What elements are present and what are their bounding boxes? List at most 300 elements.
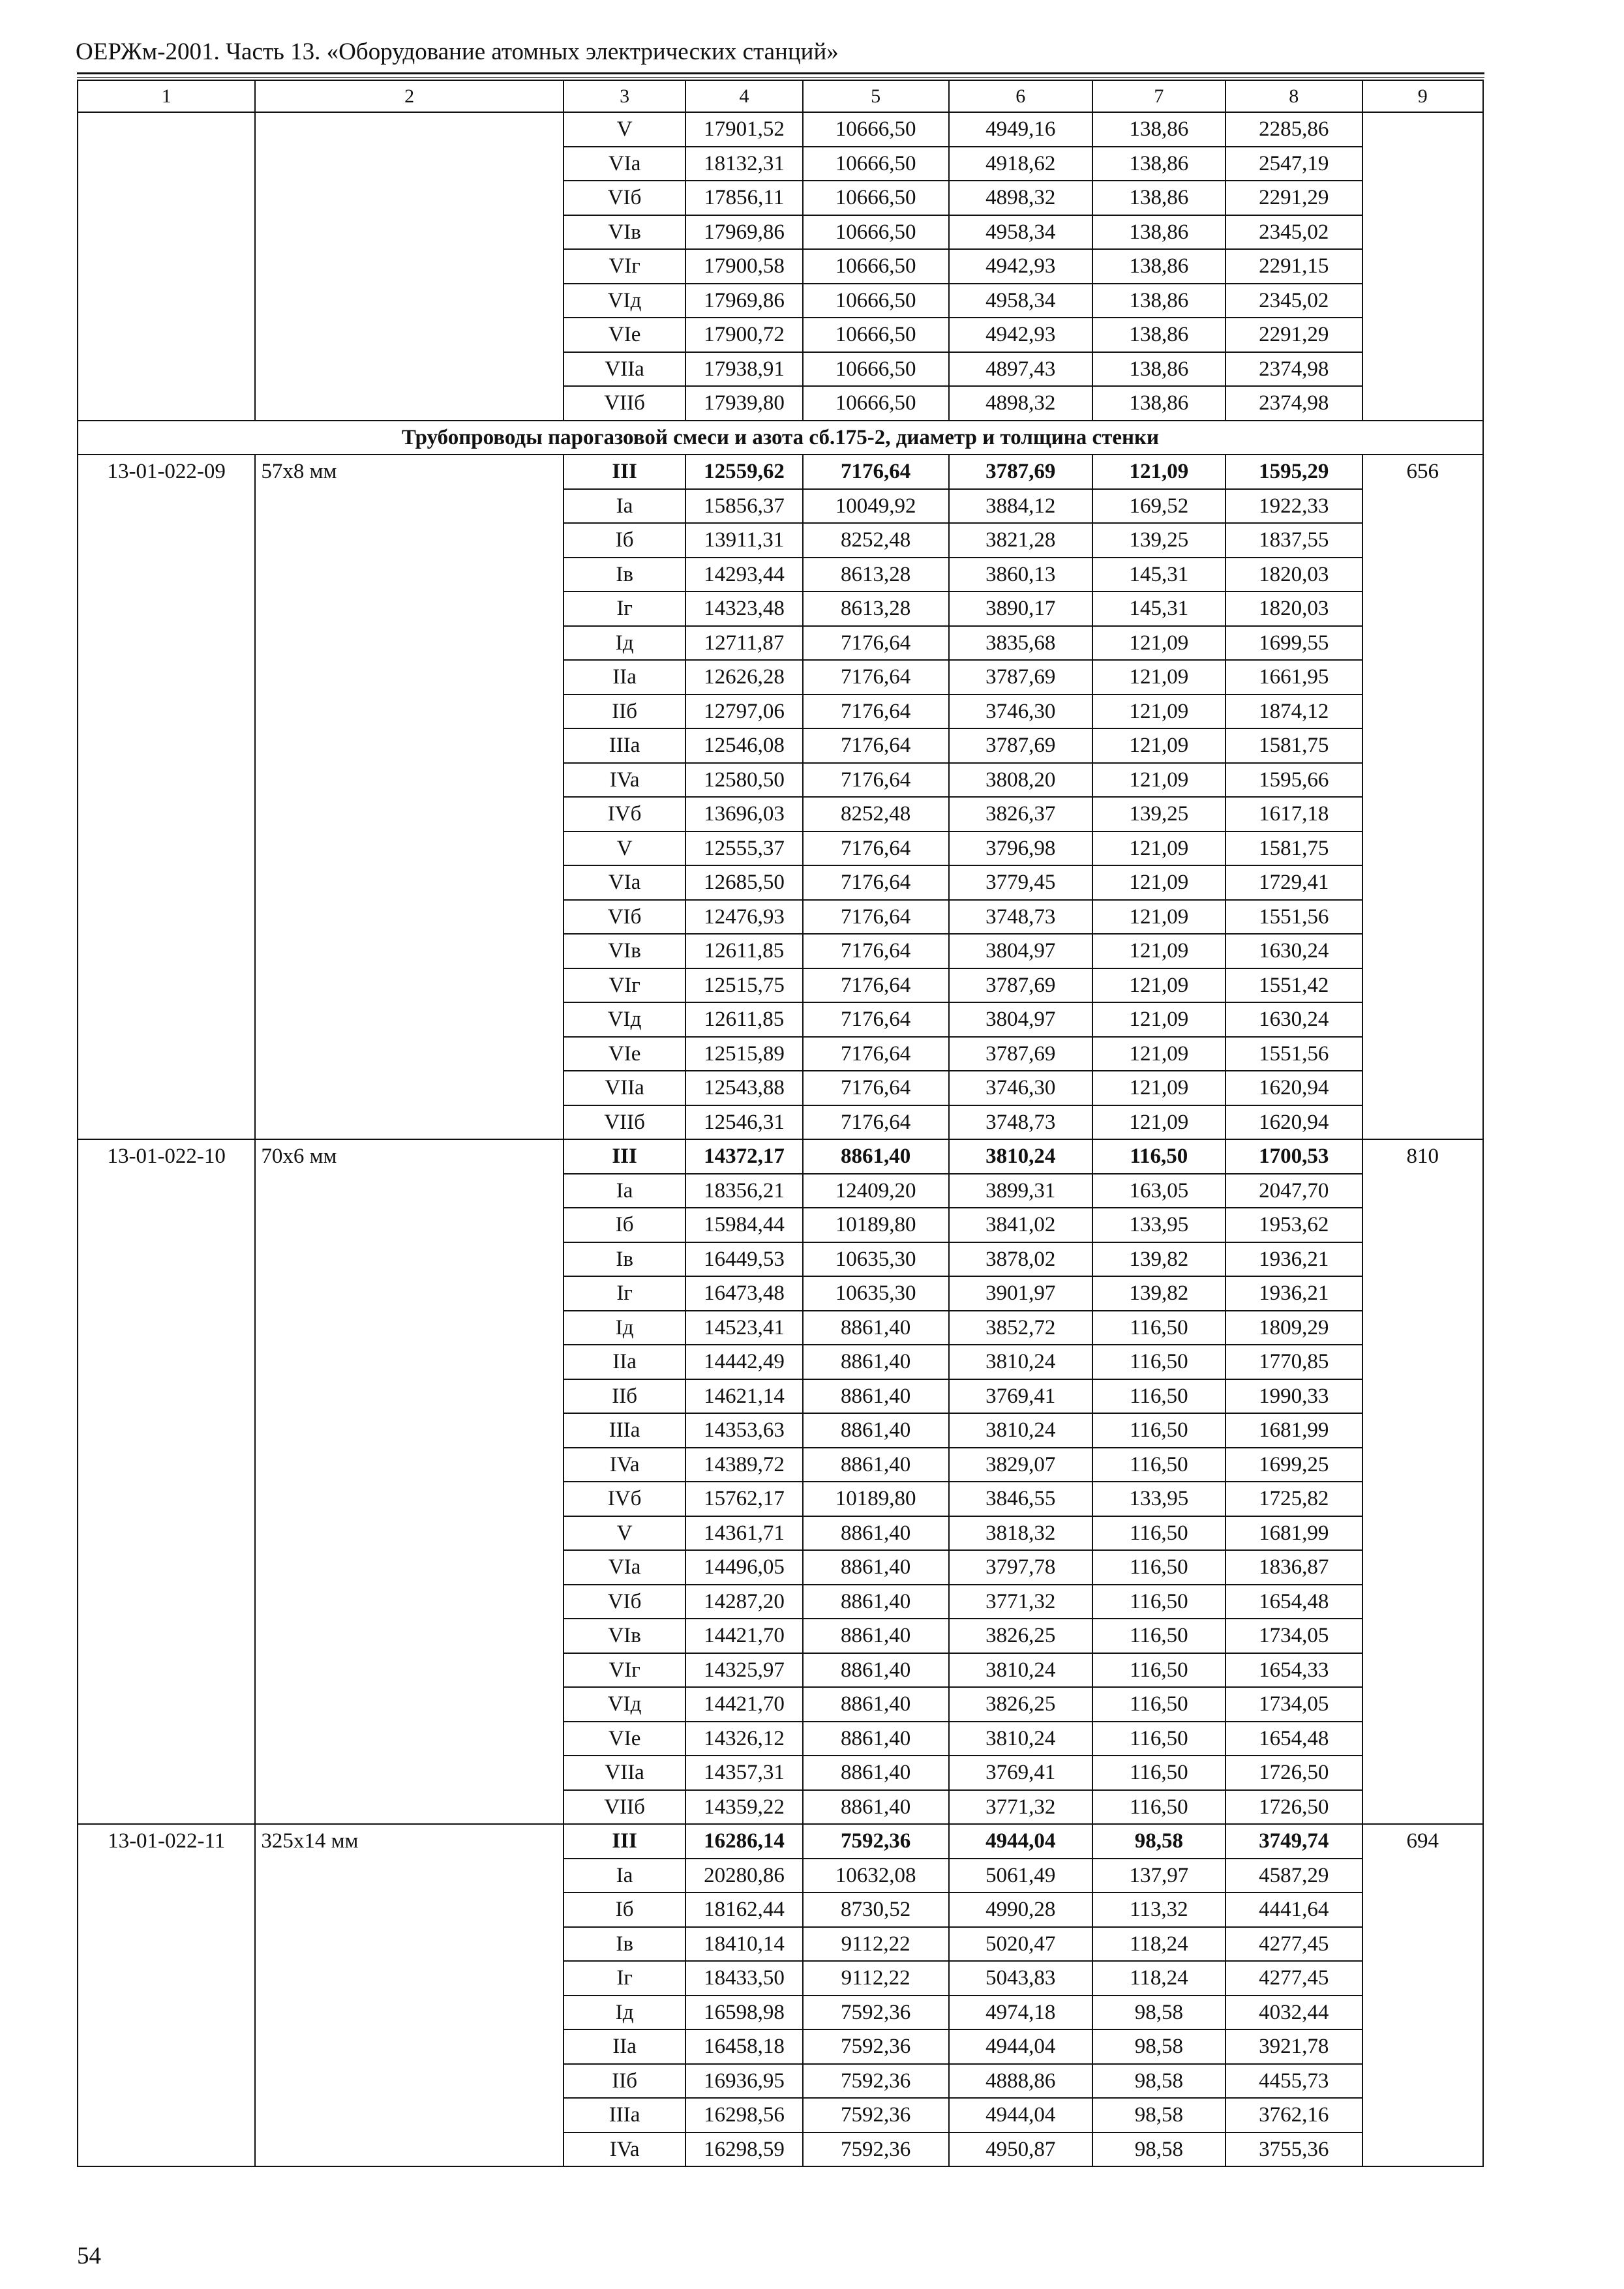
value-col6: 4990,28 (949, 1893, 1092, 1927)
value-col4: 16936,95 (685, 2064, 802, 2099)
value-col5: 10666,50 (803, 249, 949, 284)
index-cell: VIг (564, 249, 686, 284)
value-col7: 138,86 (1092, 352, 1226, 387)
value-col5: 7176,64 (803, 626, 949, 661)
index-cell: Iг (564, 1276, 686, 1311)
value-col4: 15856,37 (685, 489, 802, 524)
value-col4: 12611,85 (685, 934, 802, 968)
value-col5: 7592,36 (803, 2029, 949, 2064)
value-col6: 3860,13 (949, 558, 1092, 592)
value-col4: 14442,49 (685, 1345, 802, 1379)
value-col4: 18162,44 (685, 1893, 802, 1927)
value-col5: 10635,30 (803, 1242, 949, 1277)
value-col4: 16458,18 (685, 2029, 802, 2064)
column-number-cell: 4 (685, 80, 802, 112)
value-col4: 12515,89 (685, 1037, 802, 1071)
value-col6: 4944,04 (949, 1824, 1092, 1859)
value-col4: 18356,21 (685, 1174, 802, 1208)
value-col7: 98,58 (1092, 2029, 1226, 2064)
value-col4: 14372,17 (685, 1139, 802, 1174)
value-col5: 8861,40 (803, 1448, 949, 1482)
value-col5: 8861,40 (803, 1619, 949, 1653)
value-col8: 4277,45 (1226, 1927, 1362, 1962)
value-col5: 8613,28 (803, 591, 949, 626)
value-col5: 7176,64 (803, 763, 949, 798)
index-cell: VIe (564, 1722, 686, 1756)
index-cell: VIe (564, 318, 686, 352)
index-cell: Ia (564, 1859, 686, 1893)
index-cell: IIa (564, 2029, 686, 2064)
index-cell: IIIa (564, 1413, 686, 1448)
value-col4: 12685,50 (685, 865, 802, 900)
value-col6: 3810,24 (949, 1722, 1092, 1756)
column-number-cell: 2 (255, 80, 563, 112)
value-col6: 4888,86 (949, 2064, 1092, 2099)
value-col7: 138,86 (1092, 284, 1226, 318)
column-number-cell: 1 (78, 80, 255, 112)
col9-cell: 656 (1362, 455, 1484, 1139)
header-rule-thick (77, 72, 1484, 74)
code-cell: 13-01-022-09 (78, 455, 255, 1139)
price-table (77, 80, 1484, 2167)
value-col5: 7176,64 (803, 1071, 949, 1105)
value-col6: 3826,25 (949, 1687, 1092, 1722)
value-col8: 3762,16 (1226, 2098, 1362, 2132)
value-col6: 3748,73 (949, 1105, 1092, 1140)
value-col6: 4958,34 (949, 215, 1092, 250)
table-row (78, 1824, 1483, 1859)
value-col5: 7176,64 (803, 865, 949, 900)
column-number-cell: 7 (1092, 80, 1226, 112)
col9-cell: 694 (1362, 1824, 1484, 2166)
value-col8: 1595,66 (1226, 763, 1362, 798)
value-col4: 14287,20 (685, 1585, 802, 1619)
value-col6: 3787,69 (949, 968, 1092, 1003)
section-title-row (78, 421, 1483, 455)
value-col6: 4897,43 (949, 352, 1092, 387)
value-col6: 3796,98 (949, 831, 1092, 866)
value-col8: 1700,53 (1226, 1139, 1362, 1174)
value-col6: 3769,41 (949, 1756, 1092, 1790)
value-col4: 15984,44 (685, 1208, 802, 1242)
value-col6: 3884,12 (949, 489, 1092, 524)
value-col6: 3787,69 (949, 660, 1092, 695)
value-col7: 98,58 (1092, 2132, 1226, 2167)
value-col4: 17969,86 (685, 215, 802, 250)
value-col7: 98,58 (1092, 1824, 1226, 1859)
header-rule-thin (77, 77, 1484, 78)
value-col6: 3779,45 (949, 865, 1092, 900)
table-row (78, 112, 1483, 147)
value-col4: 17900,72 (685, 318, 802, 352)
value-col7: 116,50 (1092, 1756, 1226, 1790)
value-col8: 2345,02 (1226, 215, 1362, 250)
value-col4: 17939,80 (685, 386, 802, 421)
value-col7: 121,09 (1092, 900, 1226, 935)
value-col5: 7592,36 (803, 2132, 949, 2167)
value-col7: 121,09 (1092, 1071, 1226, 1105)
value-col8: 1551,42 (1226, 968, 1362, 1003)
value-col4: 14293,44 (685, 558, 802, 592)
value-col7: 121,09 (1092, 1105, 1226, 1140)
value-col7: 98,58 (1092, 2064, 1226, 2099)
value-col4: 18410,14 (685, 1927, 802, 1962)
value-col6: 4944,04 (949, 2029, 1092, 2064)
value-col8: 1726,50 (1226, 1756, 1362, 1790)
value-col6: 3878,02 (949, 1242, 1092, 1277)
value-col8: 2285,86 (1226, 112, 1362, 147)
value-col5: 8861,40 (803, 1585, 949, 1619)
table-row (78, 455, 1483, 489)
description-cell: 70x6 мм (255, 1139, 563, 1824)
value-col5: 10666,50 (803, 181, 949, 215)
value-col4: 18132,31 (685, 147, 802, 181)
value-col6: 3826,37 (949, 797, 1092, 831)
value-col7: 116,50 (1092, 1653, 1226, 1688)
value-col8: 4277,45 (1226, 1961, 1362, 1996)
value-col8: 1681,99 (1226, 1516, 1362, 1551)
value-col7: 121,09 (1092, 1037, 1226, 1071)
value-col7: 137,97 (1092, 1859, 1226, 1893)
table-row (78, 1139, 1483, 1174)
index-cell: IIIa (564, 2098, 686, 2132)
value-col7: 138,86 (1092, 147, 1226, 181)
value-col6: 3899,31 (949, 1174, 1092, 1208)
index-cell: Iб (564, 523, 686, 558)
index-cell: Iб (564, 1893, 686, 1927)
value-col4: 17938,91 (685, 352, 802, 387)
value-col6: 3821,28 (949, 523, 1092, 558)
value-col5: 7176,64 (803, 831, 949, 866)
value-col5: 8861,40 (803, 1379, 949, 1414)
value-col5: 8861,40 (803, 1413, 949, 1448)
value-col7: 116,50 (1092, 1722, 1226, 1756)
value-col4: 16473,48 (685, 1276, 802, 1311)
page-header-title: ОЕРЖм-2001. Часть 13. «Оборудование атомных электрических станций» (76, 38, 839, 65)
value-col8: 1699,25 (1226, 1448, 1362, 1482)
value-col7: 138,86 (1092, 112, 1226, 147)
description-cell (255, 112, 563, 421)
index-cell: VIд (564, 1687, 686, 1722)
index-cell: Iв (564, 1242, 686, 1277)
value-col4: 14389,72 (685, 1448, 802, 1482)
column-number-cell: 5 (803, 80, 949, 112)
value-col6: 3787,69 (949, 455, 1092, 489)
value-col5: 10666,50 (803, 215, 949, 250)
value-col6: 3746,30 (949, 695, 1092, 729)
value-col4: 16286,14 (685, 1824, 802, 1859)
value-col6: 3804,97 (949, 1002, 1092, 1037)
value-col6: 3846,55 (949, 1482, 1092, 1516)
index-cell: VIв (564, 1619, 686, 1653)
value-col5: 8861,40 (803, 1550, 949, 1585)
value-col8: 1654,48 (1226, 1585, 1362, 1619)
value-col7: 121,09 (1092, 831, 1226, 866)
index-cell: VIб (564, 900, 686, 935)
value-col7: 118,24 (1092, 1961, 1226, 1996)
value-col7: 116,50 (1092, 1687, 1226, 1722)
value-col6: 3797,78 (949, 1550, 1092, 1585)
value-col7: 116,50 (1092, 1516, 1226, 1551)
index-cell: VIa (564, 147, 686, 181)
value-col7: 163,05 (1092, 1174, 1226, 1208)
value-col4: 14357,31 (685, 1756, 802, 1790)
value-col6: 3890,17 (949, 591, 1092, 626)
value-col4: 12711,87 (685, 626, 802, 661)
value-col7: 139,82 (1092, 1242, 1226, 1277)
index-cell: Iд (564, 1996, 686, 2030)
index-cell: IVб (564, 1482, 686, 1516)
value-col8: 1551,56 (1226, 900, 1362, 935)
value-col5: 7176,64 (803, 455, 949, 489)
value-col7: 121,09 (1092, 695, 1226, 729)
value-col4: 13696,03 (685, 797, 802, 831)
value-col6: 3826,25 (949, 1619, 1092, 1653)
value-col8: 1990,33 (1226, 1379, 1362, 1414)
value-col5: 8861,40 (803, 1311, 949, 1345)
value-col8: 1681,99 (1226, 1413, 1362, 1448)
value-col4: 12515,75 (685, 968, 802, 1003)
value-col7: 98,58 (1092, 2098, 1226, 2132)
index-cell: VIe (564, 1037, 686, 1071)
value-col4: 14496,05 (685, 1550, 802, 1585)
value-col7: 118,24 (1092, 1927, 1226, 1962)
value-col8: 1617,18 (1226, 797, 1362, 831)
value-col7: 116,50 (1092, 1413, 1226, 1448)
value-col5: 10666,50 (803, 284, 949, 318)
value-col4: 12559,62 (685, 455, 802, 489)
value-col5: 7592,36 (803, 2064, 949, 2099)
value-col7: 133,95 (1092, 1208, 1226, 1242)
index-cell: IIa (564, 660, 686, 695)
value-col6: 3769,41 (949, 1379, 1092, 1414)
value-col5: 7592,36 (803, 2098, 949, 2132)
value-col6: 3810,24 (949, 1139, 1092, 1174)
value-col6: 3810,24 (949, 1345, 1092, 1379)
value-col8: 2374,98 (1226, 386, 1362, 421)
column-number-row (78, 80, 1483, 112)
value-col5: 8861,40 (803, 1139, 949, 1174)
value-col7: 169,52 (1092, 489, 1226, 524)
value-col5: 9112,22 (803, 1961, 949, 1996)
value-col4: 12580,50 (685, 763, 802, 798)
value-col7: 116,50 (1092, 1139, 1226, 1174)
index-cell: Iд (564, 626, 686, 661)
value-col6: 4944,04 (949, 2098, 1092, 2132)
value-col5: 7176,64 (803, 660, 949, 695)
value-col4: 12797,06 (685, 695, 802, 729)
value-col5: 7176,64 (803, 728, 949, 763)
index-cell: Ia (564, 489, 686, 524)
value-col5: 10632,08 (803, 1859, 949, 1893)
value-col5: 8861,40 (803, 1756, 949, 1790)
value-col5: 8861,40 (803, 1687, 949, 1722)
value-col8: 4587,29 (1226, 1859, 1362, 1893)
value-col7: 145,31 (1092, 558, 1226, 592)
index-cell: IIб (564, 2064, 686, 2099)
value-col8: 1936,21 (1226, 1276, 1362, 1311)
value-col4: 16598,98 (685, 1996, 802, 2030)
value-col6: 5061,49 (949, 1859, 1092, 1893)
value-col6: 4898,32 (949, 386, 1092, 421)
value-col7: 138,86 (1092, 181, 1226, 215)
value-col5: 7176,64 (803, 1105, 949, 1140)
column-number-cell: 9 (1362, 80, 1484, 112)
value-col7: 116,50 (1092, 1379, 1226, 1414)
value-col6: 3810,24 (949, 1653, 1092, 1688)
value-col5: 10189,80 (803, 1482, 949, 1516)
index-cell: VIд (564, 1002, 686, 1037)
value-col8: 2047,70 (1226, 1174, 1362, 1208)
value-col7: 116,50 (1092, 1448, 1226, 1482)
value-col7: 121,09 (1092, 728, 1226, 763)
value-col4: 14326,12 (685, 1722, 802, 1756)
value-col7: 121,09 (1092, 626, 1226, 661)
value-col8: 1620,94 (1226, 1071, 1362, 1105)
index-cell: V (564, 112, 686, 147)
value-col6: 3808,20 (949, 763, 1092, 798)
value-col8: 2291,29 (1226, 318, 1362, 352)
value-col4: 12543,88 (685, 1071, 802, 1105)
value-col5: 10189,80 (803, 1208, 949, 1242)
value-col7: 116,50 (1092, 1550, 1226, 1585)
value-col8: 4441,64 (1226, 1893, 1362, 1927)
value-col7: 139,82 (1092, 1276, 1226, 1311)
value-col7: 121,09 (1092, 455, 1226, 489)
index-cell: IIб (564, 695, 686, 729)
value-col6: 3835,68 (949, 626, 1092, 661)
value-col8: 1922,33 (1226, 489, 1362, 524)
value-col8: 1734,05 (1226, 1619, 1362, 1653)
value-col8: 2345,02 (1226, 284, 1362, 318)
value-col4: 14353,63 (685, 1413, 802, 1448)
index-cell: VIг (564, 968, 686, 1003)
value-col4: 14621,14 (685, 1379, 802, 1414)
value-col8: 1809,29 (1226, 1311, 1362, 1345)
value-col8: 3921,78 (1226, 2029, 1362, 2064)
value-col5: 8861,40 (803, 1516, 949, 1551)
value-col6: 3841,02 (949, 1208, 1092, 1242)
value-col4: 14359,22 (685, 1790, 802, 1825)
value-col6: 5020,47 (949, 1927, 1092, 1962)
value-col5: 12409,20 (803, 1174, 949, 1208)
value-col7: 116,50 (1092, 1585, 1226, 1619)
value-col5: 8252,48 (803, 797, 949, 831)
value-col7: 145,31 (1092, 591, 1226, 626)
value-col7: 113,32 (1092, 1893, 1226, 1927)
value-col6: 5043,83 (949, 1961, 1092, 1996)
index-cell: VIб (564, 1585, 686, 1619)
value-col7: 116,50 (1092, 1790, 1226, 1825)
value-col4: 20280,86 (685, 1859, 802, 1893)
value-col7: 121,09 (1092, 865, 1226, 900)
value-col7: 116,50 (1092, 1619, 1226, 1653)
value-col8: 1874,12 (1226, 695, 1362, 729)
section-title: Трубопроводы парогазовой смеси и азота сб.175-2, диаметр и толщина стенки (78, 421, 1483, 455)
value-col8: 1726,50 (1226, 1790, 1362, 1825)
value-col8: 2291,29 (1226, 181, 1362, 215)
value-col7: 121,09 (1092, 1002, 1226, 1037)
value-col8: 3749,74 (1226, 1824, 1362, 1859)
value-col4: 14323,48 (685, 591, 802, 626)
value-col7: 138,86 (1092, 318, 1226, 352)
value-col8: 1820,03 (1226, 558, 1362, 592)
value-col4: 14523,41 (685, 1311, 802, 1345)
value-col6: 3810,24 (949, 1413, 1092, 1448)
code-cell: 13-01-022-10 (78, 1139, 255, 1824)
description-cell: 325x14 мм (255, 1824, 563, 2166)
value-col6: 4898,32 (949, 181, 1092, 215)
value-col6: 3787,69 (949, 1037, 1092, 1071)
value-col7: 121,09 (1092, 968, 1226, 1003)
value-col8: 1725,82 (1226, 1482, 1362, 1516)
value-col8: 1936,21 (1226, 1242, 1362, 1277)
value-col8: 1734,05 (1226, 1687, 1362, 1722)
value-col7: 138,86 (1092, 386, 1226, 421)
value-col5: 8730,52 (803, 1893, 949, 1927)
value-col8: 1770,85 (1226, 1345, 1362, 1379)
value-col6: 3748,73 (949, 900, 1092, 935)
column-number-cell: 6 (949, 80, 1092, 112)
value-col5: 7592,36 (803, 1824, 949, 1859)
value-col4: 13911,31 (685, 523, 802, 558)
value-col4: 15762,17 (685, 1482, 802, 1516)
value-col6: 3746,30 (949, 1071, 1092, 1105)
index-cell: Iг (564, 1961, 686, 1996)
value-col8: 1595,29 (1226, 455, 1362, 489)
value-col4: 12555,37 (685, 831, 802, 866)
index-cell: Iб (564, 1208, 686, 1242)
index-cell: VIб (564, 181, 686, 215)
value-col7: 121,09 (1092, 763, 1226, 798)
index-cell: III (564, 1824, 686, 1859)
column-number-cell: 3 (564, 80, 686, 112)
index-cell: Iг (564, 591, 686, 626)
index-cell: VIIa (564, 1756, 686, 1790)
value-col5: 7176,64 (803, 695, 949, 729)
value-col8: 4032,44 (1226, 1996, 1362, 2030)
value-col8: 1581,75 (1226, 831, 1362, 866)
value-col6: 3787,69 (949, 728, 1092, 763)
code-cell (78, 112, 255, 421)
value-col6: 3771,32 (949, 1790, 1092, 1825)
index-cell: VIa (564, 1550, 686, 1585)
value-col4: 14325,97 (685, 1653, 802, 1688)
value-col7: 98,58 (1092, 1996, 1226, 2030)
value-col8: 1836,87 (1226, 1550, 1362, 1585)
value-col4: 17856,11 (685, 181, 802, 215)
value-col4: 12611,85 (685, 1002, 802, 1037)
index-cell: IIIa (564, 728, 686, 763)
index-cell: VIг (564, 1653, 686, 1688)
index-cell: VIIб (564, 1790, 686, 1825)
index-cell: VIIa (564, 1071, 686, 1105)
value-col6: 4949,16 (949, 112, 1092, 147)
value-col8: 1953,62 (1226, 1208, 1362, 1242)
value-col5: 10666,50 (803, 318, 949, 352)
value-col5: 10666,50 (803, 112, 949, 147)
value-col8: 1661,95 (1226, 660, 1362, 695)
value-col5: 7176,64 (803, 900, 949, 935)
index-cell: IIa (564, 1345, 686, 1379)
value-col4: 18433,50 (685, 1961, 802, 1996)
index-cell: IVб (564, 797, 686, 831)
col9-cell: 810 (1362, 1139, 1484, 1824)
value-col8: 1551,56 (1226, 1037, 1362, 1071)
value-col5: 8861,40 (803, 1790, 949, 1825)
value-col6: 3771,32 (949, 1585, 1092, 1619)
col9-cell (1362, 112, 1484, 421)
